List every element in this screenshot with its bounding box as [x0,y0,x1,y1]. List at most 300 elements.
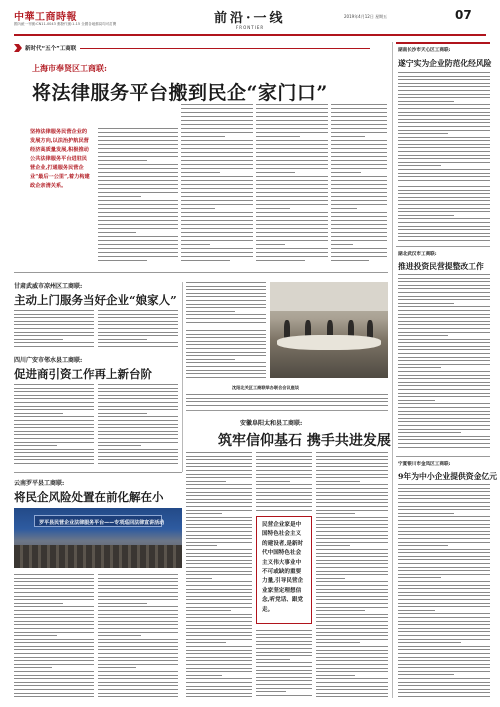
text-line [14,442,94,443]
text-line [316,484,388,485]
story-2-headline: 主动上门服务当好企业“娘家人” [14,293,177,307]
text-line [98,420,178,421]
text-line [186,571,252,572]
text-line [256,456,312,457]
text-line [181,124,253,125]
text-line [398,414,490,415]
text-line [398,421,490,422]
text-line [98,216,178,217]
text-line [186,686,252,687]
text-line [331,248,387,249]
text-line [331,156,387,157]
text-line [398,631,490,632]
text-line [186,574,252,575]
text-line [316,502,388,503]
text-line [316,639,388,640]
text-line [331,124,387,125]
newspaper-meta: 國內統一刊號:CN11-0043 郵發代號:1-15 全國各地郵局均可訂閱 [14,22,117,26]
right-top-body [398,72,490,182]
text-line [256,120,328,121]
text-line [331,120,387,121]
right-bottom-kicker: 宁夏银川市金凤区工商联: [398,462,451,467]
text-line [316,650,388,651]
text-line [98,671,178,672]
text-line [14,342,94,343]
text-line [316,675,355,676]
text-line [181,104,253,105]
text-line [398,563,490,564]
text-line [186,322,266,323]
right-bottom-body [398,484,490,698]
text-line [186,603,252,604]
text-line [186,538,252,539]
text-line [186,527,252,528]
text-line [98,188,178,189]
story-5-quote-box [256,516,312,624]
text-line [98,675,178,676]
text-line [398,570,490,571]
text-line [98,617,178,618]
text-line [398,516,490,517]
text-line [14,459,94,460]
text-line [181,232,253,233]
text-line [186,373,266,374]
text-line [398,296,490,297]
text-line [398,285,490,286]
text-line [14,610,94,611]
text-line [98,610,178,611]
text-line [186,553,252,554]
text-line [98,184,178,185]
text-line [98,256,178,257]
text-line [398,443,490,444]
text-line [256,470,312,471]
text-line [186,621,252,622]
text-line [256,148,328,149]
text-line [14,431,94,432]
text-line [331,244,353,245]
text-line [256,499,312,500]
text-line [398,610,435,611]
lead-headline: 将法律服务平台搬到民企“家门口” [32,82,328,104]
text-line [398,324,490,325]
text-line [398,502,490,503]
text-line [256,232,328,233]
text-line [98,574,178,575]
text-line [98,406,178,407]
text-line [181,200,253,201]
text-line [398,130,490,131]
text-line [316,621,388,622]
story-5-photo [270,282,388,378]
page-masthead [0,0,500,38]
text-line [181,172,220,173]
text-line [186,405,388,406]
text-line [256,144,328,145]
story-4-photo [14,508,182,568]
text-line [256,474,312,475]
text-line [398,292,490,293]
text-line [14,335,94,336]
text-line [186,286,266,287]
text-line [316,463,388,464]
text-line [398,649,490,650]
text-line [98,172,178,173]
text-line [98,391,178,392]
text-line [316,578,345,579]
text-line [398,574,490,575]
text-line [398,418,490,419]
text-line [186,671,252,672]
text-line [186,456,252,457]
text-line [256,652,312,653]
text-line [98,592,178,593]
story-2-body-col-1 [14,310,94,350]
text-line [398,371,490,372]
text-line [98,653,178,654]
text-line [398,299,490,300]
text-line [98,204,178,205]
text-line [398,349,490,350]
text-line [316,549,388,550]
text-line [186,459,252,460]
text-line [98,588,178,589]
text-line [398,439,490,440]
text-line [256,510,312,511]
photo-person [284,320,290,337]
text-line [256,112,328,113]
text-line [316,456,388,457]
text-line [331,140,387,141]
text-line [256,648,312,649]
text-line [316,506,388,507]
text-line [98,136,178,137]
text-line [98,232,136,233]
text-line [98,621,178,622]
text-line [181,260,230,261]
text-line [181,212,253,213]
text-line [398,628,490,629]
text-line [14,310,94,311]
text-line [186,531,252,532]
text-line [398,197,490,198]
text-line [181,244,210,245]
text-line [398,646,490,647]
right-divider-1 [396,246,490,247]
text-line [186,311,235,312]
text-line [316,581,388,582]
text-line [316,520,388,521]
text-line [316,560,388,561]
text-line [98,431,178,432]
text-line [98,624,178,625]
story-2-body-col-3 [186,282,266,324]
text-line [256,492,312,493]
text-line [316,660,388,661]
text-line [398,126,490,127]
text-line [181,236,253,237]
text-line [186,499,252,500]
text-line [398,664,490,665]
story-5-body-col-1 [186,452,252,698]
text-line [98,236,178,237]
text-line [398,193,490,194]
text-line [398,211,490,212]
text-line [186,578,212,579]
text-line [181,216,253,217]
text-line [186,330,266,331]
text-line [256,228,328,229]
text-line [398,538,490,539]
text-line [14,606,94,607]
text-line [316,524,388,525]
text-line [398,556,490,557]
text-line [398,94,490,95]
text-line [186,502,252,503]
text-line [181,196,253,197]
text-line [186,314,266,315]
photo-person [367,320,373,337]
text-line [398,567,490,568]
text-line [98,321,178,322]
text-line [186,675,222,676]
text-line [331,168,387,169]
text-line [398,407,490,408]
text-line [181,136,225,137]
text-line [398,158,490,159]
text-line [98,244,178,245]
text-line [186,657,252,658]
text-line [331,252,387,253]
text-line [398,689,490,690]
text-line [398,520,490,521]
text-line [98,581,178,582]
text-line [98,160,147,161]
text-line [186,337,266,338]
text-line [398,559,490,560]
text-line [181,156,253,157]
text-line [331,152,387,153]
caption-body [186,394,388,408]
text-line [256,463,312,464]
column-tag-label: 新时代“五个”工商联 [25,46,77,52]
text-line [331,204,387,205]
text-line [398,90,490,91]
text-line [181,152,253,153]
right-top-kicker: 湖南长沙市天心区工商联: [398,48,451,53]
photo-banner [34,515,165,527]
text-line [331,208,357,209]
text-line [98,132,178,133]
text-line [398,545,448,546]
text-line [398,190,490,191]
text-line [98,144,178,145]
text-line [398,527,490,528]
text-line [181,224,253,225]
text-line [256,644,312,645]
text-line [316,538,388,539]
text-line [398,436,490,437]
text-line [98,603,147,604]
text-line [331,256,387,257]
column-tag-rule [80,48,370,49]
text-line [186,678,252,679]
text-line [14,657,94,658]
text-line [98,606,178,607]
text-line [398,346,490,347]
text-line [186,355,266,356]
story-3-kicker: 四川广安市邻水县工商联: [14,357,83,364]
text-line [98,310,178,311]
text-line [98,599,178,600]
text-line [316,477,388,478]
text-line [398,112,490,113]
text-line [256,224,328,225]
text-line [186,481,226,482]
text-line [398,635,490,636]
text-line [256,691,286,692]
text-line [98,635,141,636]
story-3-body-col-1 [14,384,94,466]
text-line [398,79,490,80]
text-line [14,321,94,322]
text-line [14,578,94,579]
text-line [98,252,178,253]
section-divider-3 [186,410,388,411]
story-4-headline: 将民企风险处置在前化解在小 [14,490,164,504]
text-line [256,502,312,503]
text-line [398,364,490,365]
text-line [331,188,387,189]
text-line [98,660,178,661]
text-line [316,678,388,679]
text-line [186,282,266,283]
text-line [98,208,178,209]
text-line [14,649,94,650]
text-line [398,389,490,390]
text-line [98,445,141,446]
text-line [256,180,328,181]
text-line [256,506,312,507]
text-line [398,104,490,105]
text-line [316,531,388,532]
text-line [316,474,388,475]
text-line [398,321,490,322]
text-line [186,607,252,608]
right-mid-headline: 推进投资民营提整改工作 [398,262,484,271]
text-line [186,304,266,305]
text-line [186,513,222,514]
text-line [398,531,490,532]
text-line [256,655,312,656]
text-line [256,212,328,213]
text-line [398,657,490,658]
text-line [398,585,490,586]
text-line [316,610,365,611]
text-line [398,678,490,679]
text-line [98,409,178,410]
text-line [398,577,441,578]
text-line [398,101,454,102]
lead-body-col-4 [331,104,387,266]
text-line [186,689,252,690]
photo-banner-text: 罗平县民营企业法律服务平台——专项巡回法律宣讲活动 [39,520,165,527]
text-line [186,394,388,395]
text-line [186,517,252,518]
text-line [181,240,253,241]
text-line [98,585,178,586]
text-line [398,491,490,492]
text-line [316,574,388,575]
text-line [398,624,490,625]
text-line [398,488,490,489]
text-line [14,614,94,615]
text-line [186,653,252,654]
text-line [316,664,388,665]
text-line [186,362,266,363]
text-line [98,459,178,460]
text-line [398,288,490,289]
text-line [256,160,328,161]
text-line [256,104,328,105]
text-line [256,244,285,245]
text-line [98,335,178,336]
text-line [181,148,253,149]
text-line [331,116,387,117]
text-line [316,513,355,514]
text-line [14,682,94,683]
text-line [398,122,490,123]
text-line [398,524,490,525]
text-line [186,646,252,647]
text-line [398,378,490,379]
text-line [316,592,388,593]
text-line [398,186,490,187]
text-line [398,400,435,401]
text-line [98,696,178,697]
text-line [256,140,328,141]
text-line [186,542,252,543]
text-line [14,434,94,435]
text-line [316,635,388,636]
text-line [398,310,490,311]
text-line [186,585,252,586]
text-line [398,375,490,376]
text-line [14,599,94,600]
photo-table [277,335,381,350]
text-line [256,116,328,117]
text-line [256,216,328,217]
text-line [14,685,94,686]
text-line [14,314,94,315]
text-line [398,599,490,600]
text-line [186,359,235,360]
text-line [398,115,490,116]
lead-body-col-3 [256,104,328,266]
text-line [186,632,252,633]
column-tag [14,43,370,53]
text-line [186,463,252,464]
text-line [398,200,490,201]
text-line [14,416,94,417]
text-line [98,212,178,213]
text-line [256,172,295,173]
text-line [98,224,178,225]
text-line [181,220,253,221]
text-line [398,144,490,145]
right-column-rule [392,42,393,698]
text-line [14,317,94,318]
